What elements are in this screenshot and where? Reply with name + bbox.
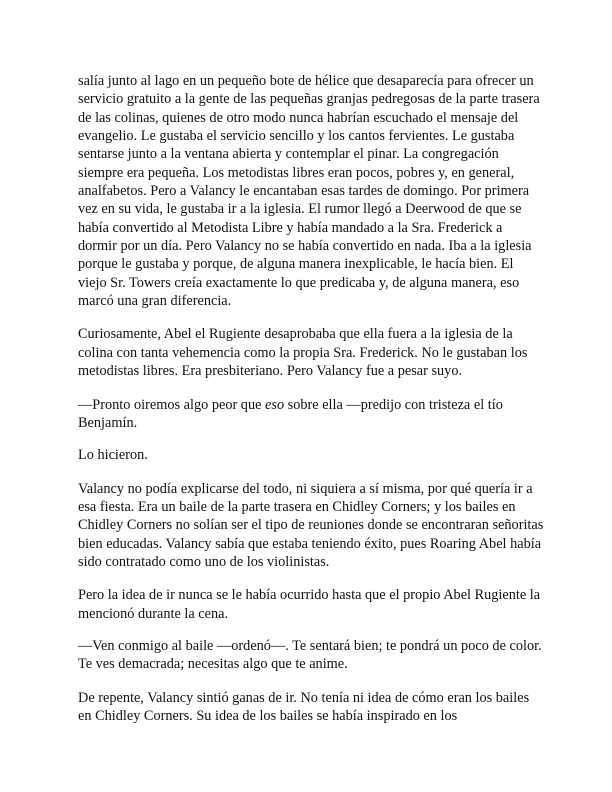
- paragraph-3-before: —Pronto oiremos algo peor que: [78, 396, 266, 413]
- paragraph-7: —Ven conmigo al baile —ordenó—. Te sentará bien; te pondrá un poco de color. Te ves demacrada; necesitas algo que te anime.: [78, 637, 542, 673]
- paragraph-3-emphasis: eso: [265, 396, 285, 413]
- paragraph-4: Lo hicieron.: [78, 447, 148, 464]
- paragraph-3: [78, 396, 544, 433]
- paragraph-2: Curiosamente, Abel el Rugiente desaprobaba que ella fuera a la iglesia de la colina con tanta vehemencia como la propia Sra. Frederick. No le gustaban los metodistas libres. Era presbiteriano. Pero Valancy fue a pesar suyo.: [78, 326, 528, 380]
- page-body: [78, 72, 544, 739]
- paragraph-8: De repente, Valancy sintió ganas de ir. No tenía ni idea de cómo eran los bailes en Chidley Corners. Su idea de los bailes se había inspirado en los: [78, 689, 530, 724]
- paragraph-5: Valancy no podía explicarse del todo, ni siquiera a sí misma, por qué quería ir a esa fiesta. Era un baile de la parte trasera en Chidley Corners; y los bailes en Chidley Corners no solían ser el tipo de reuniones donde se encontraran señoritas bien educadas. Valancy sabía que estaba teniendo éxito, pues Roaring Abel había sido contratado como uno de los violinistas.: [78, 480, 544, 570]
- paragraph-3-after: sobre ella —predijo con tristeza el tío Benjamín.: [78, 396, 503, 431]
- paragraph-6: Pero la idea de ir nunca se le había ocurrido hasta que el propio Abel Rugiente la mencionó durante la cena.: [78, 587, 541, 622]
- paragraph-1: salía junto al lago en un pequeño bote de hélice que desaparecía para ofrecer un servicio gratuito a la gente de las pequeñas granjas pedregosas de la parte trasera de las colinas, quienes de otro modo nunca habrían escuchado el mensaje del evangelio. Le gustaba el servicio sencillo y los cantos fervientes. Le gustaba sentarse junto a la ventana abierta y contemplar el pinar. La congregación siempre era pequeña. Los metodistas libres eran pocos, pobres y, en general, analfabetos. Pero a Valancy le encantaban esas tardes de domingo. Por primera vez en su vida, le gustaba ir a la iglesia. El rumor llegó a Deerwood de que se había convertido al Metodista Libre y había mandado a la Sra. Frederick a dormir por un día. Pero Valancy no se había convertido en nada. Iba a la iglesia porque le gustaba y porque, de alguna manera inexplicable, le hacía bien. El viejo Sr. Towers creía exactamente lo que predicaba y, de alguna manera, eso marcó una gran diferencia.: [78, 73, 540, 310]
